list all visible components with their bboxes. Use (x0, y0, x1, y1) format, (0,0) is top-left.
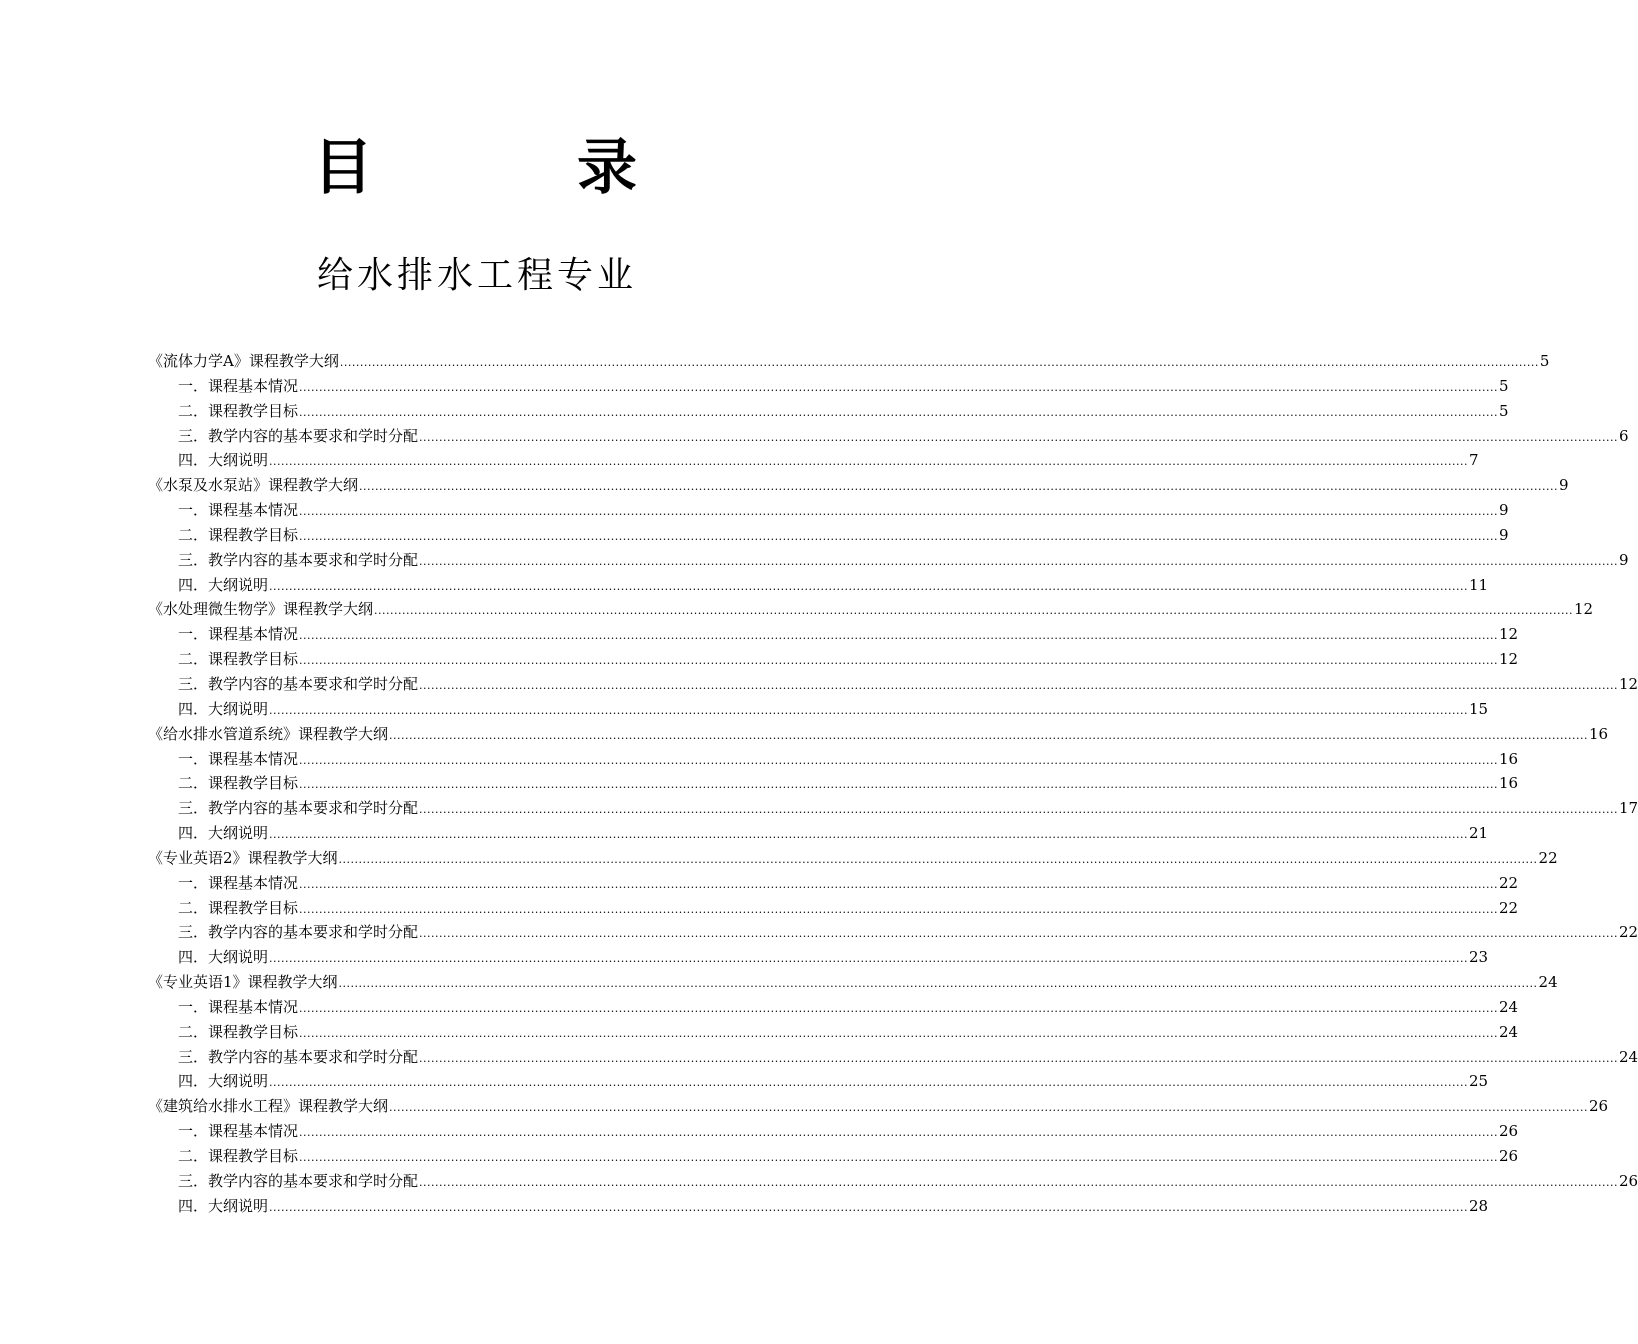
toc-entry-page-number: 16 (1499, 774, 1519, 793)
toc-entry-page-number: 12 (1574, 600, 1594, 619)
dot-leader: ............................................................................................................................................................................................................................................................................................................ (359, 480, 1558, 494)
toc-entry-course[interactable] (148, 597, 1594, 622)
toc-entry-section[interactable] (148, 498, 1509, 523)
toc-entry-section[interactable] (148, 821, 1489, 846)
dot-leader: ............................................................................................................................................................................................................................................................................................................ (419, 803, 1618, 817)
toc-entry-page-number: 26 (1499, 1122, 1519, 1141)
toc-entry-page-number: 26 (1499, 1147, 1519, 1165)
dot-leader: ............................................................................................................................................................................................................................................................................................................ (269, 952, 1468, 966)
toc-entry-label: 三．教学内容的基本要求和学时分配 (178, 1171, 419, 1190)
toc-entry-label: 一．课程基本情况 (178, 1122, 299, 1141)
toc-entry-label: 三．教学内容的基本要求和学时分配 (178, 799, 419, 818)
dot-leader: ............................................................................................................................................................................................................................................................................................................ (269, 828, 1468, 842)
toc-entry-section[interactable] (148, 896, 1519, 921)
toc-entry-label: 《专业英语1》课程教学大纲 (148, 973, 338, 992)
toc-entry-label: 一．课程基本情况 (178, 749, 299, 768)
toc-entry-course[interactable] (148, 846, 1558, 871)
dot-leader: ............................................................................................................................................................................................................................................................................................................ (299, 1001, 1498, 1015)
toc-entry-page-number: 12 (1499, 650, 1519, 669)
toc-entry-page-number: 6 (1619, 426, 1629, 445)
toc-entry-page-number: 21 (1469, 824, 1489, 843)
toc-entry-section[interactable] (148, 796, 1638, 821)
toc-entry-page-number: 9 (1499, 501, 1509, 520)
toc-entry-page-number: 26 (1619, 1171, 1638, 1190)
toc-entry-label: 二．课程教学目标 (178, 898, 299, 917)
toc-entry-page-number: 12 (1619, 674, 1638, 693)
toc-entry-label: 一．课程基本情况 (178, 873, 299, 892)
toc-entry-section[interactable] (148, 672, 1638, 697)
toc-entry-page-number: 9 (1499, 525, 1509, 544)
toc-entry-label: 三．教学内容的基本要求和学时分配 (178, 923, 419, 942)
toc-entry-page-number: 7 (1469, 451, 1479, 470)
toc-entry-label: 《水处理微生物学》课程教学大纲 (148, 600, 374, 619)
dot-leader: ............................................................................................................................................................................................................................................................................................................ (299, 405, 1498, 419)
toc-entry-page-number: 16 (1499, 749, 1519, 768)
toc-entry-section[interactable] (148, 523, 1509, 548)
toc-entry-section[interactable] (148, 995, 1519, 1020)
toc-entry-label: 《水泵及水泵站》课程教学大纲 (148, 476, 359, 495)
toc-entry-section[interactable] (148, 920, 1638, 945)
toc-entry-page-number: 22 (1619, 923, 1638, 942)
toc-entry-course[interactable] (148, 970, 1558, 995)
toc-entry-label: 一．课程基本情况 (178, 625, 299, 644)
toc-entry-section[interactable] (148, 448, 1479, 473)
toc-entry-label: 《流体力学A》课程教学大纲 (148, 352, 339, 370)
page-subtitle: 给水排水工程专业 (316, 255, 637, 296)
toc-entry-section[interactable] (148, 747, 1519, 772)
toc-entry-page-number: 22 (1499, 898, 1519, 917)
toc-entry-course[interactable] (148, 473, 1569, 498)
toc-entry-label: 二．课程教学目标 (178, 525, 299, 544)
dot-leader: ............................................................................................................................................................................................................................................................................................................ (299, 902, 1498, 916)
toc-entry-section[interactable] (148, 647, 1519, 672)
toc-entry-page-number: 5 (1499, 401, 1509, 420)
toc-entry-section[interactable] (148, 1169, 1638, 1194)
dot-leader: ............................................................................................................................................................................................................................................................................................................ (419, 554, 1618, 568)
toc-entry-section[interactable] (148, 622, 1519, 647)
toc-entry-section[interactable] (148, 1020, 1519, 1045)
toc-entry-label: 二．课程教学目标 (178, 774, 299, 793)
toc-entry-section[interactable] (148, 1045, 1638, 1070)
dot-leader: ............................................................................................................................................................................................................................................................................................................ (389, 1101, 1588, 1115)
dot-leader: ............................................................................................................................................................................................................................................................................................................ (419, 678, 1618, 692)
toc-entry-section[interactable] (148, 399, 1509, 424)
toc-entry-label: 《专业英语2》课程教学大纲 (148, 848, 338, 867)
toc-entry-label: 一．课程基本情况 (178, 501, 299, 520)
dot-leader: ............................................................................................................................................................................................................................................................................................................ (269, 703, 1468, 717)
toc-entry-page-number: 24 (1619, 1047, 1638, 1066)
toc-entry-page-number: 24 (1499, 1022, 1519, 1041)
toc-entry-label: 四．大纲说明 (178, 451, 269, 470)
toc-entry-section[interactable] (148, 548, 1629, 573)
toc-entry-section[interactable] (148, 697, 1489, 722)
dot-leader: ............................................................................................................................................................................................................................................................................................................ (389, 728, 1588, 742)
toc-entry-section[interactable] (148, 573, 1489, 598)
dot-leader: ............................................................................................................................................................................................................................................................................................................ (338, 977, 1538, 991)
toc-entry-section[interactable] (148, 771, 1519, 796)
toc-entry-page-number: 11 (1469, 575, 1489, 594)
toc-entry-label: 一．课程基本情况 (178, 997, 299, 1016)
toc-entry-course[interactable] (148, 349, 1550, 374)
toc-entry-label: 一．课程基本情况 (178, 376, 299, 395)
toc-entry-label: 四．大纲说明 (178, 948, 269, 967)
toc-entry-label: 《建筑给水排水工程》课程教学大纲 (148, 1097, 389, 1116)
dot-leader: ............................................................................................................................................................................................................................................................................................................ (299, 1151, 1498, 1164)
dot-leader: ............................................................................................................................................................................................................................................................................................................ (269, 1200, 1468, 1214)
dot-leader: ............................................................................................................................................................................................................................................................................................................ (338, 852, 1538, 866)
toc-entry-page-number: 9 (1559, 476, 1569, 495)
toc-entry-label: 四．大纲说明 (178, 824, 269, 843)
toc-entry-label: 二．课程教学目标 (178, 401, 299, 420)
toc-entry-page-number: 12 (1499, 625, 1519, 644)
toc-entry-course[interactable] (148, 722, 1609, 747)
toc-entry-page-number: 5 (1499, 376, 1509, 395)
toc-entry-label: 四．大纲说明 (178, 575, 269, 594)
dot-leader: ............................................................................................................................................................................................................................................................................................................ (419, 1175, 1618, 1189)
dot-leader: ............................................................................................................................................................................................................................................................................................................ (339, 356, 1539, 369)
dot-leader: ............................................................................................................................................................................................................................................................................................................ (299, 629, 1498, 643)
toc-entry-label: 二．课程教学目标 (178, 650, 299, 669)
toc-entry-page-number: 24 (1538, 973, 1558, 992)
dot-leader: ............................................................................................................................................................................................................................................................................................................ (299, 753, 1498, 767)
toc-entry-page-number: 26 (1589, 1097, 1609, 1116)
toc-entry-page-number: 28 (1469, 1196, 1489, 1215)
toc-entry-page-number: 9 (1619, 550, 1629, 569)
dot-leader: ............................................................................................................................................................................................................................................................................................................ (299, 380, 1498, 394)
toc-entry-course[interactable] (148, 1094, 1609, 1119)
dot-leader: ............................................................................................................................................................................................................................................................................................................ (374, 604, 1573, 618)
toc-entry-label: 三．教学内容的基本要求和学时分配 (178, 1047, 419, 1066)
toc-entry-section[interactable] (148, 374, 1509, 399)
dot-leader: ............................................................................................................................................................................................................................................................................................................ (299, 778, 1498, 792)
dot-leader: ............................................................................................................................................................................................................................................................................................................ (299, 654, 1498, 668)
dot-leader: ............................................................................................................................................................................................................................................................................................................ (269, 579, 1468, 593)
toc-entry-label: 三．教学内容的基本要求和学时分配 (178, 674, 419, 693)
toc-entry-section[interactable] (148, 424, 1629, 449)
toc-entry-label: 四．大纲说明 (178, 699, 269, 718)
toc-entry-label: 四．大纲说明 (178, 1072, 269, 1091)
dot-leader: ............................................................................................................................................................................................................................................................................................................ (299, 877, 1498, 891)
toc-entry-label: 《给水排水管道系统》课程教学大纲 (148, 724, 389, 743)
dot-leader: ............................................................................................................................................................................................................................................................................................................ (269, 1076, 1468, 1090)
page-title: 目 录 (313, 133, 709, 203)
dot-leader: ............................................................................................................................................................................................................................................................................................................ (299, 529, 1498, 543)
toc-entry-label: 二．课程教学目标 (178, 1022, 299, 1041)
toc-entry-page-number: 23 (1469, 948, 1489, 967)
dot-leader: ............................................................................................................................................................................................................................................................................................................ (299, 1026, 1498, 1040)
toc-entry-page-number: 17 (1619, 799, 1638, 818)
toc-entry-label: 四．大纲说明 (178, 1196, 269, 1215)
toc-entry-page-number: 25 (1469, 1072, 1489, 1091)
toc-entry-page-number: 16 (1589, 724, 1609, 743)
toc-entry-page-number: 22 (1499, 873, 1519, 892)
dot-leader: ............................................................................................................................................................................................................................................................................................................ (269, 455, 1468, 469)
toc-entry-section[interactable] (148, 871, 1519, 896)
toc-entry-page-number: 22 (1538, 848, 1558, 867)
dot-leader: ............................................................................................................................................................................................................................................................................................................ (419, 1051, 1618, 1065)
toc-entry-page-number: 5 (1539, 352, 1550, 370)
toc-entry-label: 二．课程教学目标 (178, 1147, 299, 1165)
toc-entry-section[interactable] (148, 1069, 1489, 1094)
toc-entry-section[interactable] (148, 1194, 1489, 1219)
toc-entry-label: 三．教学内容的基本要求和学时分配 (178, 550, 419, 569)
dot-leader: ............................................................................................................................................................................................................................................................................................................ (299, 505, 1498, 519)
dot-leader: ............................................................................................................................................................................................................................................................................................................ (419, 430, 1618, 444)
dot-leader: ............................................................................................................................................................................................................................................................................................................ (419, 927, 1618, 941)
table-of-contents (148, 349, 1638, 1219)
toc-entry-section[interactable] (148, 1144, 1519, 1169)
toc-entry-section[interactable] (148, 1119, 1519, 1144)
toc-entry-page-number: 15 (1469, 699, 1489, 718)
toc-entry-label: 三．教学内容的基本要求和学时分配 (178, 426, 419, 445)
toc-entry-section[interactable] (148, 945, 1489, 970)
toc-entry-page-number: 24 (1499, 997, 1519, 1016)
dot-leader: ............................................................................................................................................................................................................................................................................................................ (299, 1126, 1498, 1140)
